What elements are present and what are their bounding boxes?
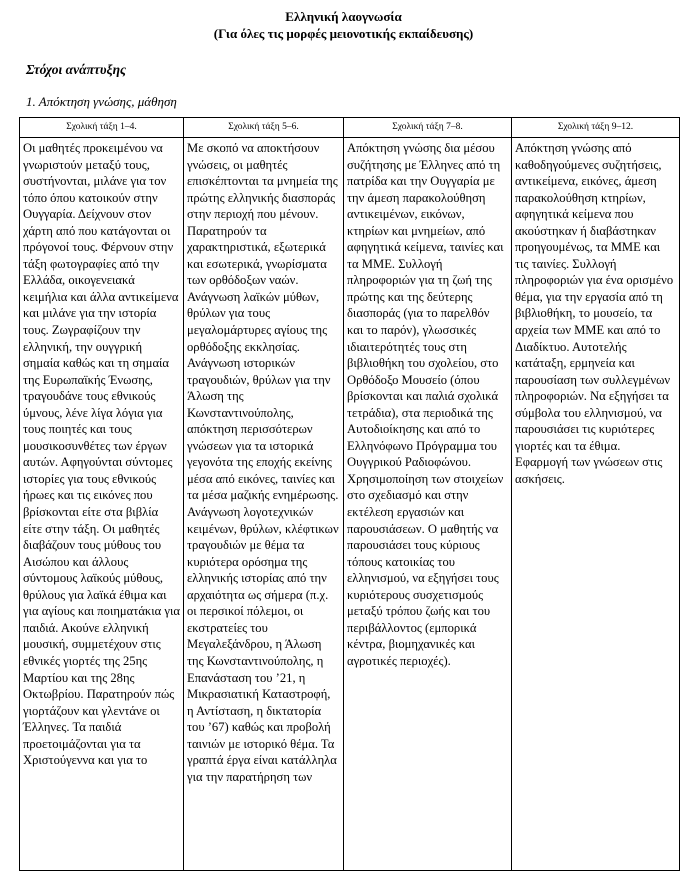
table-row — [20, 138, 680, 871]
header-grade-7-8: Σχολική τάξη 7–8. — [344, 118, 512, 138]
table-header-row — [20, 118, 680, 138]
cell-grade-5-6 — [184, 138, 344, 871]
header-grade-1-4: Σχολική τάξη 1–4. — [20, 118, 184, 138]
cell-grade-9-12 — [512, 138, 680, 871]
cell-text: Απόκτηση γνώσης δια μέσου συζήτησης με Έλληνες από τη πατρίδα και την Ουγγαρία με την άμεση παρακολούθηση αντικειμένων, εικόνων, κτηρίων και μνημείων, από αφηγητικά κείμενα, ταινίες και τα ΜΜΕ. Συλλογή πληροφοριών για τη ζωή της πρώτης και της δεύτερης διασποράς (για το παρελθόν και το παρόν), γλωσσικές ιδιαιτερότητές τους στη βιβλιοθήκη του σχολείου, στο Ορθόδοξο Μουσείο (όπου βρίσκονται και παλιά σχολικά τετράδια), στα περιοδικά της Αυτοδιοίκησης και από το Ελληνόφωνο Πρόγραμμα του Ουγγρικού Ραδιοφώνου. Χρησιμοποίηση των στοιχείων στο σχεδιασμό και στην εκτέλεση εργασιών και παρουσιάσεων. Ο μαθητής να παρουσιάσει τους κύριους τόπους κατοικίας του ελληνισμού, να εξηγήσει τους κυριότερους συσχετισμούς μεταξύ τρόπου ζωής και του περιβάλλοντος (εμπορικά κέντρα, βιομηχανικές και αγροτικές περιοχές). — [347, 141, 504, 668]
cell-grade-1-4 — [20, 138, 184, 871]
cell-text: Με σκοπό να αποκτήσουν γνώσεις, οι μαθητές επισκέπτονται τα μνημεία της πρώτης ελληνικής διασποράς στην περιοχή που μένουν. Παρατηρούν τα χαρακτηριστικά, εξωτερικά και εσωτερικά, γνωρίσματα των ορθόδοξων ναών. Ανάγνωση λαϊκών μύθων, θρύλων για τους μεγαλομάρτυρες αγίους της ορθόδοξης εκκλησίας. Ανάγνωση ιστορικών τραγουδιών, θρύλων για την Άλωση της Κωνσταντινούπολης, απόκτηση περισσότερων γνώσεων για τα ιστορικά γεγονότα της εποχής εκείνης μέσα από εικόνες, ταινίες και τα μέσα μαζικής ενημέρωσης. Ανάγνωση λογοτεχνικών κειμένων, θρύλων, κλέφτικων τραγουδιών με θέμα τα κυριότερα ορόσημα της ελληνικής ιστορίας από την αρχαιότητα ως σήμερα (π.χ. οι περσικοί πόλεμοι, οι εκστρατείες του Μεγαλεξάνδρου, η Άλωση της Κωνσταντινούπολης, η Επανάσταση του ’21, η Μικρασιατική Καταστροφή, η Αντίσταση, η δικτατορία του ’67) καθώς και προβολή ταινιών με ιστορικό θέμα. Τα γραπτά έργα είναι κατάλληλα για την παρατήρηση των — [187, 141, 339, 784]
header-grade-5-6: Σχολική τάξη 5–6. — [184, 118, 344, 138]
title-line-2: (Για όλες τις μορφές μειονοτικής εκπαίδευσης) — [213, 26, 474, 41]
document-title — [0, 8, 687, 42]
header-grade-9-12: Σχολική τάξη 9–12. — [512, 118, 680, 138]
curriculum-table — [19, 117, 680, 871]
cell-grade-7-8 — [344, 138, 512, 871]
cell-text: Οι μαθητές προκειμένου να γνωριστούν μεταξύ τους, συστήνονται, μιλάνε για τον τόπο όπου κατοικούν στην Ουγγαρία. Δείχνουν στον χάρτη από που κατάγονται οι πρόγονοί τους. Φέρνουν στην τάξη φωτογραφίες από την Ελλάδα, οικογενειακά κειμήλια και άλλα αντικείμενα και μιλάνε για την ιστορία τους. Ζωγραφίζουν την ελληνική, την ουγγρική σημαία καθώς και τη σημαία της Ευρωπαϊκής Ένωσης, τραγουδάνε τους εθνικούς ύμνους, λένε λίγα λόγια για τους ποιητές και τους μουσικοσυνθέτες των έργων αυτών. Αφηγούνται σύντομες ιστορίες για τους εθνικούς ήρωες και τις εικόνες που βρίσκονται είτε στα βιβλία είτε στην τάξη. Οι μαθητές διαβάζουν τους μύθους του Αισώπου και άλλους σύντομους λαϊκούς μύθους, θρύλους για λαϊκά έθιμα και για αγίους και ποιηματάκια για παιδιά. Ακούνε ελληνική μουσική, συμμετέχουν στις εθνικές γιορτές της 25ης Μαρτίου και της 28ης Οκτωβρίου. Παρατηρούν πώς γιορτάζουν και γλεντάνε οι Έλληνες. Τα παιδιά προετοιμάζονται για τα Χριστούγεννα και για το — [23, 141, 180, 768]
subsection-heading: 1. Απόκτηση γνώσης, μάθηση — [26, 94, 177, 109]
cell-text: Απόκτηση γνώσης από καθοδηγούμενες συζητήσεις, αντικείμενα, εικόνες, άμεση παρακολούθηση κτηρίων, αφηγητικά κείμενα που ακούστηκαν ή διαβάστηκαν προηγουμένως, τα ΜΜΕ και τις ταινίες. Συλλογή πληροφοριών για ένα ορισμένο θέμα, για την εργασία από τη βιβλιοθήκη, το μουσείο, τα αρχεία των ΜΜΕ και από το Διαδίκτυο. Αυτοτελής κατάταξη, ερμηνεία και παρουσίαση των συλλεγμένων πληροφοριών. Να εξηγήσει τα σύμβολα του ελληνισμού, να παρουσιάσει τις κυριότερες γιορτές και τα έθιμα. Εφαρμογή των γνώσεων στις ασκήσεις. — [515, 141, 674, 486]
section-heading: Στόχοι ανάπτυξης — [26, 62, 127, 77]
title-line-1: Ελληνική λαογνωσία — [285, 9, 402, 24]
